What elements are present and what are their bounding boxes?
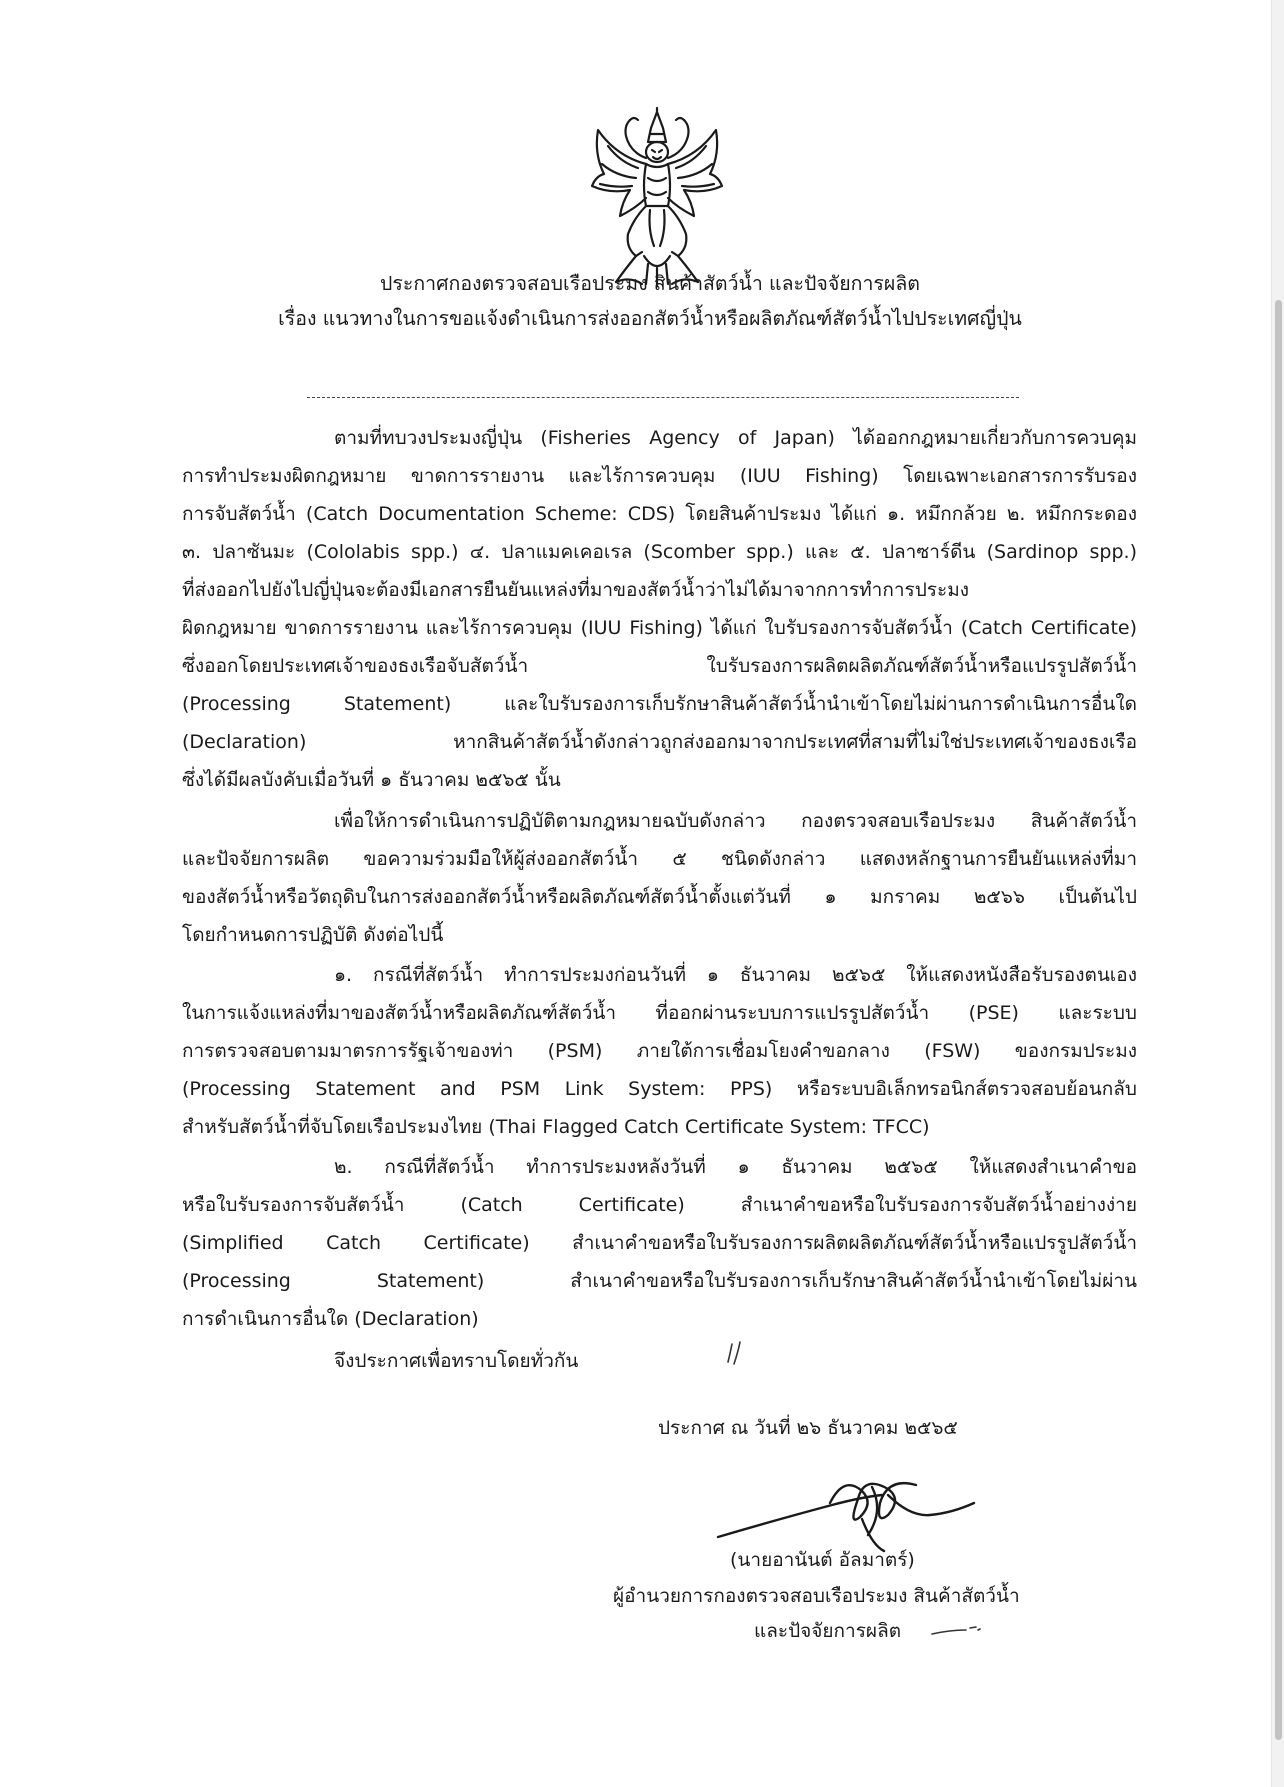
closing-statement: จึงประกาศเพื่อทราบโดยทั่วกัน <box>334 1350 579 1372</box>
paragraph-2-line: โดยกำหนดการปฏิบัติ ดังต่อไปนี้ <box>182 924 444 946</box>
paragraph-1-line: ซึ่งออกโดยประเทศเจ้าของธงเรือจับสัตว์น้ำ ใบรับรองการผลิตผลิตภัณฑ์สัตว์น้ำหรือแปรรูปสัตว์น้ำ <box>182 655 1137 677</box>
paragraph-1-line: (Processing Statement) และใบรับรองการเก็บรักษาสินค้าสัตว์น้ำนำเข้าโดยไม่ผ่านการดำเนินการอื่นใด <box>182 693 1137 715</box>
paragraph-1-line: การจับสัตว์น้ำ (Catch Documentation Scheme: CDS) โดยสินค้าประมง ได้แก่ ๑. หมึกกล้วย ๒. หมึกกระดอง <box>182 503 1137 525</box>
paragraph-1-line: ๓. ปลาซันมะ (Cololabis spp.) ๔. ปลาแมคเคอเรล (Scomber spp.) และ ๕. ปลาซาร์ดีน (Sardinop spp.) <box>182 541 1137 563</box>
paragraph-1 <box>182 419 1137 799</box>
garuda-emblem-icon <box>586 106 728 288</box>
announcement-date: ประกาศ ณ วันที่ ๒๖ ธันวาคม ๒๕๖๕ <box>658 1417 958 1439</box>
header-divider <box>307 397 1019 398</box>
paragraph-2 <box>182 802 1137 954</box>
signatory-position: ผู้อำนวยการกองตรวจสอบเรือประมง สินค้าสัตว์น้ำ <box>613 1585 1020 1607</box>
item-2-line: การดำเนินการอื่นใด (Declaration) <box>182 1308 479 1330</box>
paragraph-2-line: เพื่อให้การดำเนินการปฏิบัติตามกฎหมายฉบับดังกล่าว กองตรวจสอบเรือประมง สินค้าสัตว์น้ำ <box>334 810 1137 832</box>
signatory-name: (นายอานันต์ อัลมาตร์) <box>730 1549 915 1571</box>
item-1-line: การตรวจสอบตามมาตรการรัฐเจ้าของท่า (PSM) ภายใต้การเชื่อมโยงคำขอกลาง (FSW) ของกรมประมง <box>182 1040 1137 1062</box>
paragraph-2-line: ของสัตว์น้ำหรือวัตถุดิบในการส่งออกสัตว์น้ำหรือผลิตภัณฑ์สัตว์น้ำตั้งแต่วันที่ ๑ มกราคม ๒๕๖๖ เป็นต้นไป <box>182 886 1137 908</box>
item-2-line: (Processing Statement) สำเนาคำขอหรือใบรับรองการเก็บรักษาสินค้าสัตว์น้ำนำเข้าโดยไม่ผ่าน <box>182 1270 1137 1292</box>
initial-mark-icon <box>724 1340 748 1368</box>
item-2-line: หรือใบรับรองการจับสัตว์น้ำ (Catch Certificate) สำเนาคำขอหรือใบรับรองการจับสัตว์น้ำอย่างง่าย <box>182 1194 1137 1216</box>
item-2 <box>182 1148 1137 1338</box>
item-1-line: ในการแจ้งแหล่งที่มาของสัตว์น้ำหรือผลิตภัณฑ์สัตว์น้ำ ที่ออกผ่านระบบการแปรรูปสัตว์น้ำ (PSE) และระบบ <box>182 1002 1137 1024</box>
announcement-issuer-title: ประกาศกองตรวจสอบเรือประมง สินค้าสัตว์น้ำ และปัจจัยการผลิต <box>380 272 920 295</box>
item-1 <box>182 956 1137 1146</box>
paragraph-1-line: การทำประมงผิดกฎหมาย ขาดการรายงาน และไร้การควบคุม (IUU Fishing) โดยเฉพาะเอกสารการรับรอง <box>182 465 1137 487</box>
paragraph-1-line: ตามที่ทบวงประมงญี่ปุ่น (Fisheries Agency of Japan) ได้ออกกฎหมายเกี่ยวกับการควบคุม <box>334 427 1137 449</box>
vertical-scrollbar[interactable] <box>1271 0 1284 1787</box>
announcement-subject: เรื่อง แนวทางในการขอแจ้งดำเนินการส่งออกสัตว์น้ำหรือผลิตภัณฑ์สัตว์น้ำไปประเทศญี่ปุ่น <box>278 307 1022 330</box>
paragraph-2-line: และปัจจัยการผลิต ขอความร่วมมือให้ผู้ส่งออกสัตว์น้ำ ๕ ชนิดดังกล่าว แสดงหลักฐานการยืนยันแหล่งที่มา <box>182 848 1137 870</box>
signatory-position-continued: และปัจจัยการผลิต <box>754 1620 902 1642</box>
item-1-line: (Processing Statement and PSM Link System: PPS) หรือระบบอิเล็กทรอนิกส์ตรวจสอบย้อนกลับ <box>182 1078 1137 1100</box>
item-2-line: (Simplified Catch Certificate) สำเนาคำขอหรือใบรับรองการผลิตผลิตภัณฑ์สัตว์น้ำหรือแปรรูปสัตว์น้ำ <box>182 1232 1137 1254</box>
item-2-line: ๒. กรณีที่สัตว์น้ำ ทำการประมงหลังวันที่ ๑ ธันวาคม ๒๕๖๕ ให้แสดงสำเนาคำขอ <box>334 1156 1137 1178</box>
scrollbar-thumb[interactable] <box>1275 300 1282 1740</box>
item-1-line: สำหรับสัตว์น้ำที่จับโดยเรือประมงไทย (Thai Flagged Catch Certificate System: TFCC) <box>182 1116 930 1138</box>
initial-mark-icon <box>930 1622 982 1640</box>
paragraph-1-line: ผิดกฎหมาย ขาดการรายงาน และไร้การควบคุม (IUU Fishing) ได้แก่ ใบรับรองการจับสัตว์น้ำ (Catch Certificate) <box>182 617 1137 639</box>
paragraph-1-line: ซึ่งได้มีผลบังคับเมื่อวันที่ ๑ ธันวาคม ๒๕๖๕ นั้น <box>182 769 561 791</box>
item-1-line: ๑. กรณีที่สัตว์น้ำ ทำการประมงก่อนวันที่ ๑ ธันวาคม ๒๕๖๕ ให้แสดงหนังสือรับรองตนเอง <box>334 964 1137 986</box>
paragraph-1-line: (Declaration) หากสินค้าสัตว์น้ำดังกล่าวถูกส่งออกมาจากประเทศที่สามที่ไม่ใช่ประเทศเจ้าของธงเรือ <box>182 731 1137 753</box>
paragraph-1-line: ที่ส่งออกไปยังไปญี่ปุ่นจะต้องมีเอกสารยืนยันแหล่งที่มาของสัตว์น้ำว่าไม่ได้มาจากการทำการประมง <box>182 579 969 601</box>
